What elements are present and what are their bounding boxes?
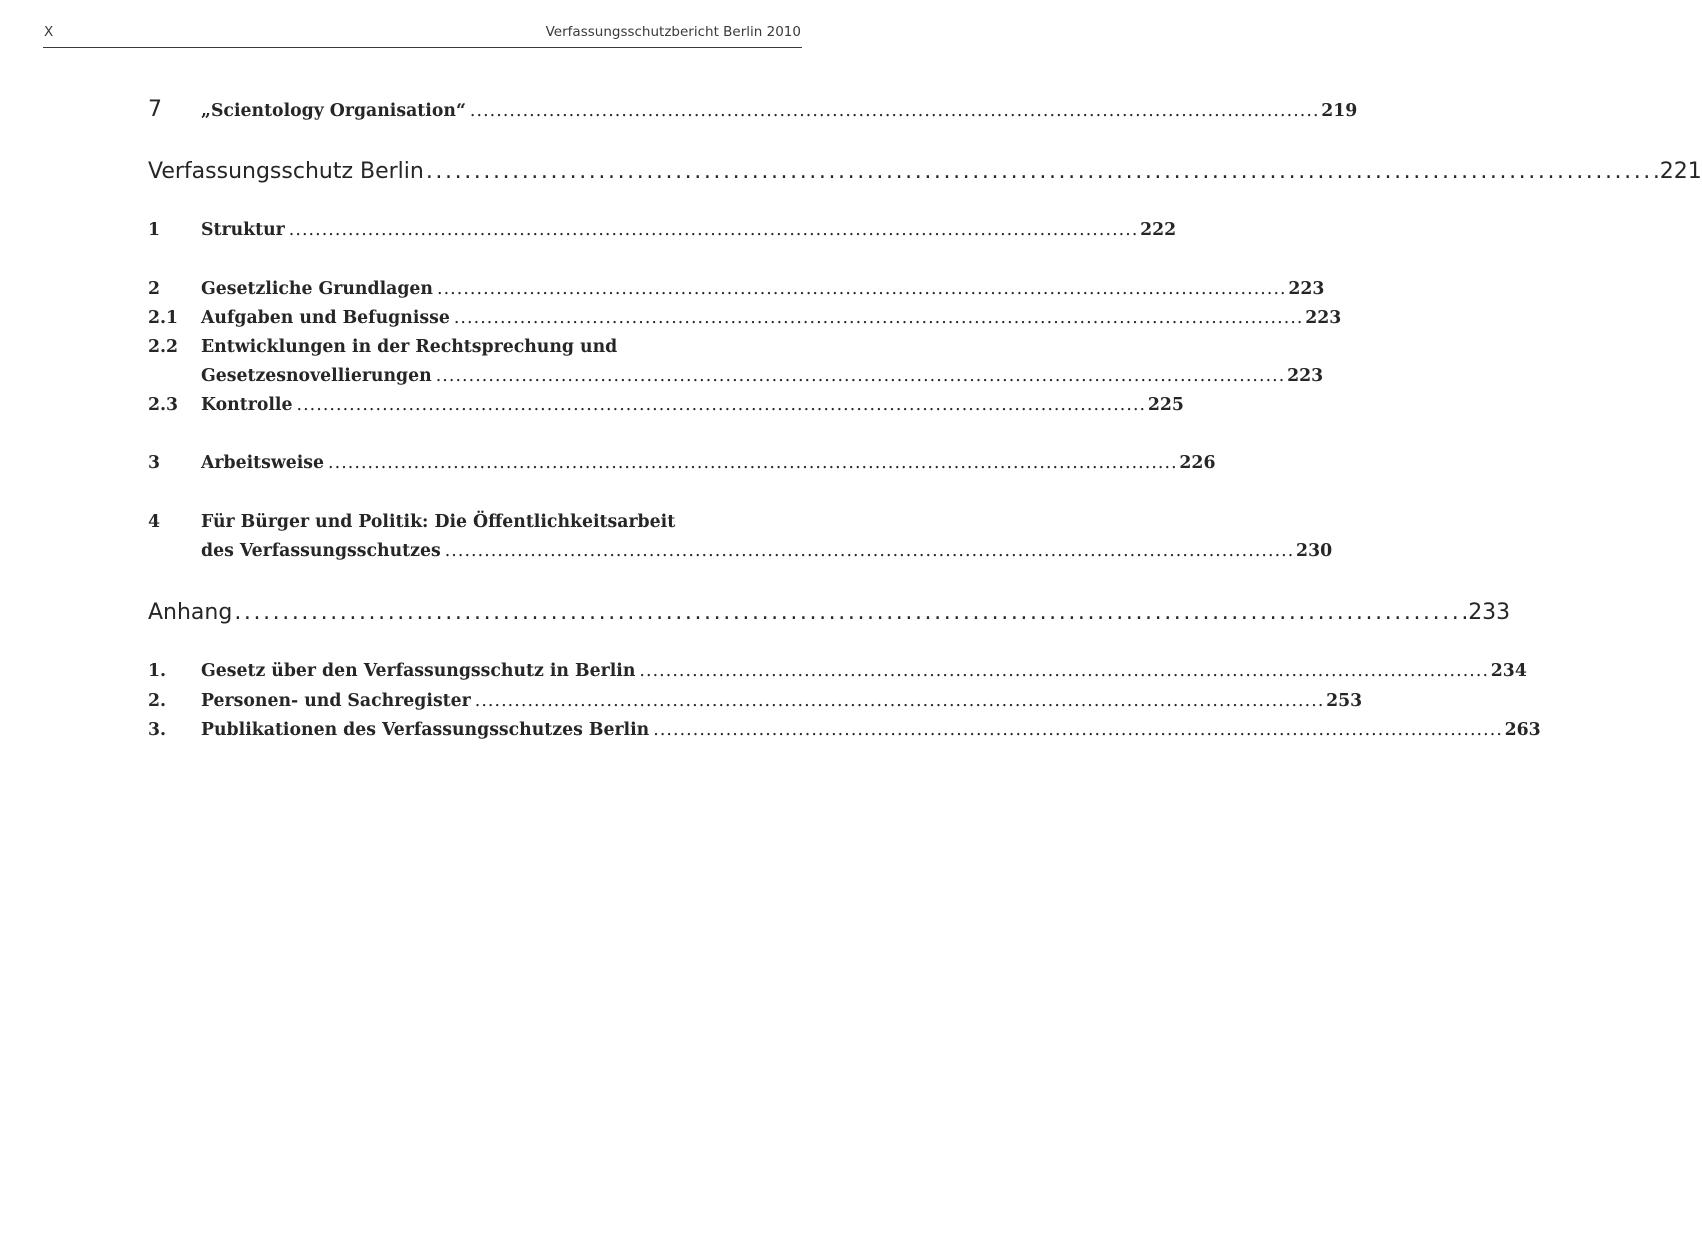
toc-entry-number: 2.3 (148, 395, 179, 415)
toc-entry-page: 263 (1504, 720, 1541, 740)
toc-entry-title-continuation: Gesetzesnovellierungen (201, 366, 432, 386)
toc-entry-title: „Scientology Organisation“ (201, 101, 466, 121)
toc-entry-page: 222 (1140, 220, 1177, 240)
dot-leader (296, 391, 1142, 420)
toc-entry-2-2-continuation[interactable] (148, 362, 1324, 391)
dot-leader (454, 304, 1300, 333)
running-header (43, 22, 802, 48)
dot-leader (653, 716, 1499, 745)
dot-leader (470, 97, 1316, 126)
dot-leader (328, 449, 1174, 478)
toc-entry-title: Gesetzliche Grundlagen (201, 279, 433, 299)
toc-entry-page: 223 (1288, 279, 1325, 299)
toc-chapter-page: 233 (1468, 600, 1511, 625)
toc-entry-title: Entwicklungen in der Rechtsprechung und (201, 337, 618, 357)
toc-entry-page: 225 (1147, 395, 1184, 415)
toc-chapter-anhang[interactable] (148, 595, 1511, 631)
toc-entry-page: 253 (1326, 691, 1363, 711)
toc-entry-2-3[interactable] (148, 391, 1184, 420)
toc-entry-number: 2.1 (148, 308, 179, 328)
toc-chapter-verfassungsschutz-berlin[interactable] (148, 154, 1702, 190)
toc-entry-title: Publikationen des Verfassungsschutzes Berlin (201, 720, 650, 740)
dot-leader (289, 216, 1135, 245)
toc-entry-4-continuation[interactable] (148, 537, 1333, 566)
toc-entry-3[interactable] (148, 449, 1216, 478)
toc-appendix-3[interactable] (148, 716, 1541, 745)
running-title: Verfassungsschutzbericht Berlin 2010 (545, 24, 801, 40)
toc-entry-number: 2 (148, 279, 161, 299)
toc-entry-page: 219 (1321, 101, 1358, 121)
toc-entry-number: 3. (148, 720, 167, 740)
toc-entry-number: 7 (148, 97, 162, 122)
dot-leader (639, 657, 1485, 686)
toc-entry-title: Personen- und Sachregister (201, 691, 471, 711)
toc-entry-4[interactable] (148, 508, 796, 537)
dot-leader (475, 687, 1321, 716)
toc-entry-2-1[interactable] (148, 304, 1342, 333)
toc-entry-page: 230 (1296, 541, 1333, 561)
toc-entry-title: Aufgaben und Befugnisse (201, 308, 450, 328)
toc-entry-page: 234 (1490, 661, 1527, 681)
page-number: X (44, 24, 54, 40)
toc-entry-2[interactable] (148, 275, 1325, 304)
toc-entry-title: Arbeitsweise (201, 453, 325, 473)
toc-entry-number: 4 (148, 512, 161, 532)
toc-entry-2-2[interactable] (148, 333, 796, 362)
toc-entry-number: 3 (148, 453, 161, 473)
dot-leader (234, 595, 1466, 631)
toc-entry-page: 223 (1305, 308, 1342, 328)
toc-entry-7[interactable] (148, 95, 1358, 124)
toc-entry-number: 1. (148, 661, 167, 681)
toc-entry-title: Für Bürger und Politik: Die Öffentlichkeitsarbeit (201, 512, 676, 532)
toc-appendix-1[interactable] (148, 657, 1527, 686)
toc-chapter-title: Anhang (148, 600, 233, 625)
toc-chapter-page: 221 (1659, 159, 1702, 184)
toc-entry-title-continuation: des Verfassungsschutzes (201, 541, 441, 561)
toc-entry-number: 2. (148, 691, 167, 711)
toc-entry-number: 1 (148, 220, 161, 240)
dot-leader (445, 537, 1291, 566)
toc-entry-title: Gesetz über den Verfassungsschutz in Berlin (201, 661, 636, 681)
dot-leader (436, 362, 1282, 391)
toc-appendix-2[interactable] (148, 687, 1363, 716)
toc-chapter-title: Verfassungsschutz Berlin (148, 159, 424, 184)
dot-leader (437, 275, 1283, 304)
toc-entry-title: Struktur (201, 220, 285, 240)
toc-entry-1[interactable] (148, 216, 1177, 245)
toc-entry-page: 226 (1179, 453, 1216, 473)
toc-entry-number: 2.2 (148, 337, 179, 357)
dot-leader (426, 154, 1658, 190)
toc-entry-title: Kontrolle (201, 395, 293, 415)
toc-entry-page: 223 (1287, 366, 1324, 386)
